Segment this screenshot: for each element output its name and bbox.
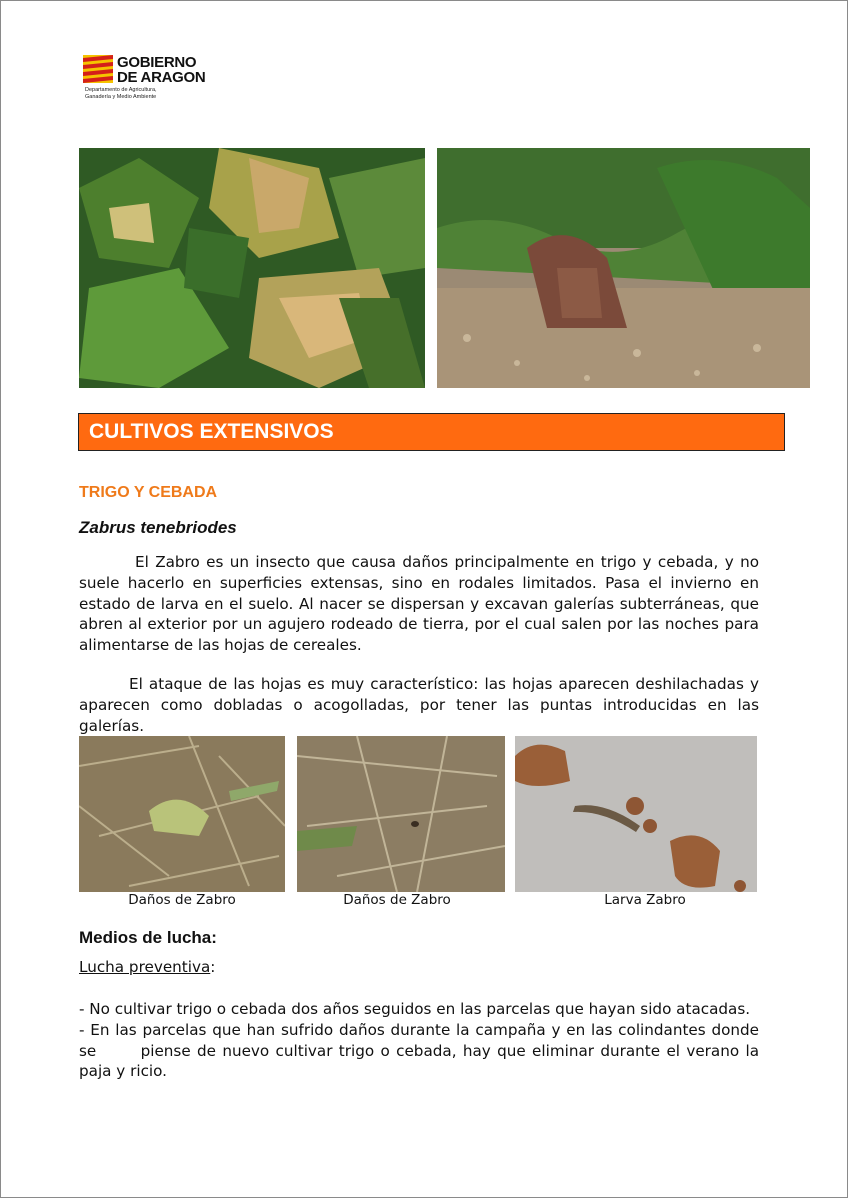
preventive-control-colon: :: [210, 958, 216, 976]
list-item: - En las parcelas que han sufrido daños durante la campaña y en las colindantes donde se piense de nuevo cultivar trigo o cebada, hay que eliminar durante el verano la paja y ricio.: [79, 1020, 759, 1081]
zabro-larva-photo: [515, 736, 757, 892]
description-paragraph-1: El Zabro es un insecto que causa daños principalmente en trigo y cebada, y no suele hacerlo en superficies extensas, sino en rodales limitados. Pasa el invierno en estado de larva en el suelo. Al nacer se dispersan y excavan galerías subterráneas, que abren al exterior por un agujero rodeado de tierra, por el cual salen por las noches para alimentarse de las hojas de cereales.: [79, 553, 759, 655]
zabro-damage-photo-1: [79, 736, 285, 892]
section-banner: [78, 413, 785, 451]
logo-subtitle-line1: Departamento de Agricultura,: [85, 87, 157, 93]
control-heading: Medios de lucha:: [79, 928, 217, 947]
banner-title: CULTIVOS EXTENSIVOS: [89, 420, 334, 443]
vineyard-damaged-plant-photo: [437, 148, 810, 388]
list-item: - No cultivar trigo o cebada dos años seguidos en las parcelas que hayan sido atacadas.: [79, 1000, 751, 1018]
aragon-flag-icon: [83, 55, 113, 83]
preventive-control-label: Lucha preventiva: [79, 958, 211, 976]
control-measures-list: [79, 999, 759, 1082]
description-paragraph-2: El ataque de las hojas es muy característico: las hojas aparecen deshilachadas y aparecen como dobladas o acogolladas, por tener las puntas introducidas en las galerías.: [79, 675, 759, 735]
logo-title-line1: GOBIERNO: [117, 54, 197, 71]
species-name: Zabrus tenebriodes: [79, 518, 237, 537]
zabro-damage-photo-2: [297, 736, 505, 892]
logo-subtitle-line2: Ganadería y Medio Ambiente: [85, 94, 157, 100]
caption-photo-2: Daños de Zabro: [343, 892, 451, 908]
vine-leaves-photo: [79, 148, 425, 388]
logo-title-line2: DE ARAGON: [117, 69, 206, 86]
crop-section-title: TRIGO Y CEBADA: [79, 484, 218, 501]
gobierno-aragon-logo: [81, 51, 221, 106]
caption-photo-1: Daños de Zabro: [128, 892, 236, 908]
preventive-control-subheading: [79, 958, 215, 976]
caption-photo-3: Larva Zabro: [604, 892, 686, 908]
